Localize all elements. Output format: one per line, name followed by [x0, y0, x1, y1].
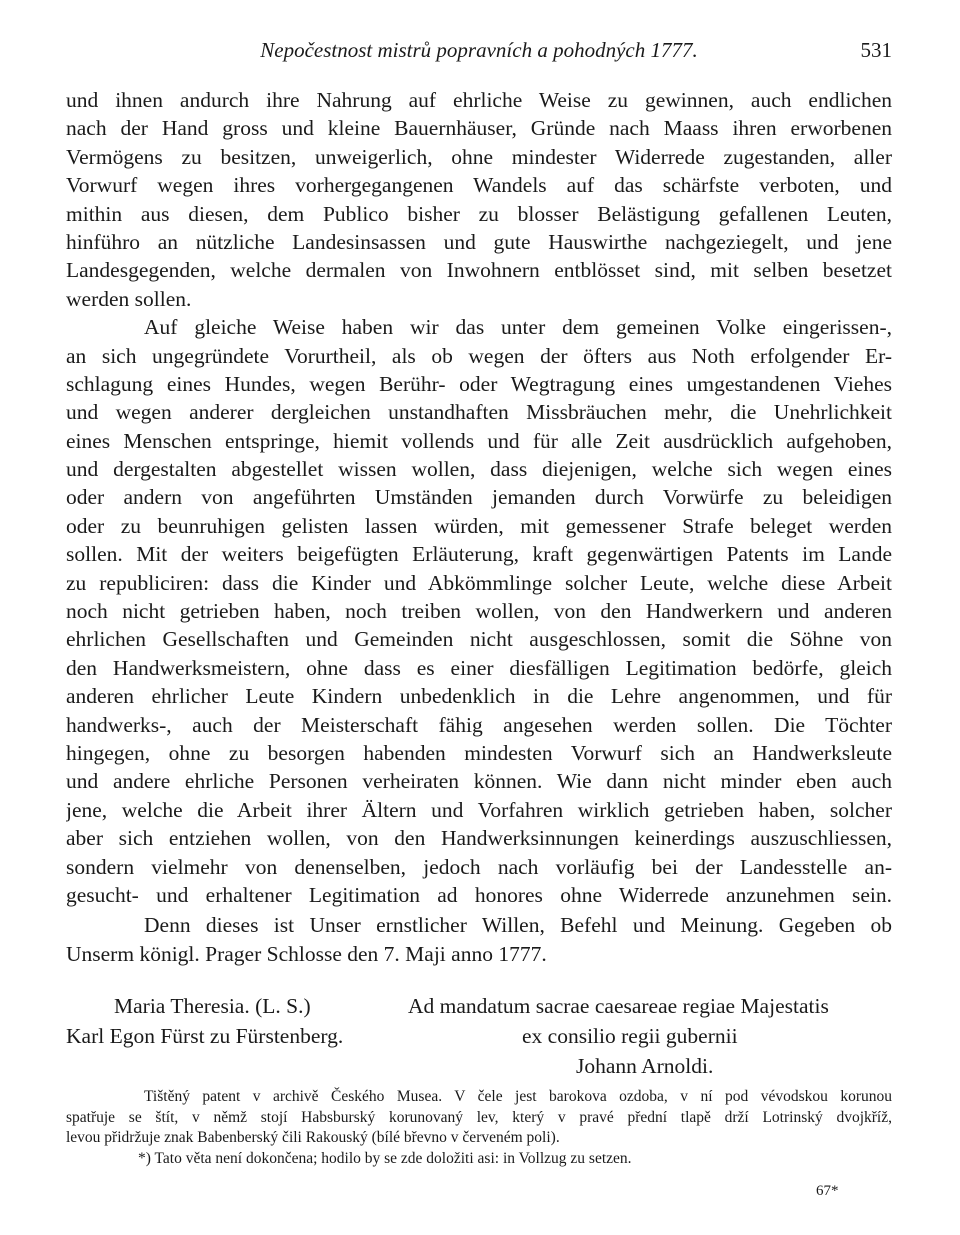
text-line: werden sollen.	[66, 286, 192, 311]
text-line: Unserm königl. Prager Schlosse den 7. Maji anno 1777.	[66, 941, 547, 966]
text-line: mithin aus diesen, dem Publico bisher zu blosser Belästigung gefallenen Leuten,	[66, 201, 892, 226]
signature-block	[66, 991, 892, 1081]
text-line: hinführo an nützliche Landesinsassen und gute Hauswirthe nachgeziegelt, und jene	[66, 229, 892, 254]
text-line: und wegen anderer dergleichen unstandhaften Missbräuchen mehr, die Unehrlichkeit	[66, 400, 892, 425]
text-line: ehrlichen Gesellschaften und Gemeinden nicht ausgeschlossen, somit die Söhne von	[66, 627, 892, 652]
text-line: Auf gleiche Weise haben wir das unter dem gemeinen Volke eingerissen-,	[144, 315, 892, 340]
text-line: und dergestalten abgestellet wissen wollen, dass diejenigen, welche sich wegen eines	[66, 457, 892, 482]
text-line: jene, welche die Arbeit ihrer Ältern und Vorfahren wirklich getrieben haben, solcher	[66, 797, 892, 822]
text-line: handwerks-, auch der Meisterschaft fähig angesehen werden sollen. Die Töchter	[66, 712, 892, 737]
note-line: Tištěný patent v archivě Českého Musea. V čele jest barokova ozdoba, v ní pod vévodskou korunou	[144, 1088, 892, 1105]
text-line: sollen. Mit der weiters beigefügten Erläuterung, kraft gegenwärtigen Patents im Lande	[66, 542, 892, 567]
text-line: sondern vielmehr von denenselben, jedoch nach vorläufig bei der Landesstelle an-	[66, 854, 892, 879]
text-line: hingegen, ohne zu besorgen habenden mindesten Vorwurf sich an Handwerksleute	[66, 740, 892, 765]
running-title: Nepočestnost mistrů popravních a pohodných 1777.	[260, 38, 698, 62]
note-line: spatřuje se štít, v němž stojí Habsburský korunovaný lev, který v pravé přední tlapě drží Lotrinský dvojkříž,	[66, 1108, 892, 1126]
editor-notes	[66, 1087, 892, 1169]
signature-arnoldi: Johann Arnoldi.	[576, 1054, 714, 1078]
text-line: nach der Hand gross und kleine Bauernhäuser, Gründe nach Maass ihren erworbenen	[66, 116, 892, 141]
note-line: levou přidržuje znak Babenberský čili Rakouský (bílé břevno v červeném poli).	[66, 1129, 560, 1146]
text-line: oder andern von angeführten Umständen jemanden durch Vorwürfe zu beleidigen	[66, 485, 892, 510]
text-line: Denn dieses ist Unser ernstlicher Willen, Befehl und Meinung. Gegeben ob	[144, 913, 892, 938]
text-line: zu republiciren: dass die Kinder und Abkömmlinge solcher Leute, welche diese Arbeit	[66, 570, 892, 595]
footnote: *) Tato věta není dokončena; hodilo by se zde doložiti asi: in Vollzug zu setzen.	[138, 1149, 632, 1167]
signature-mark: 67*	[816, 1183, 839, 1199]
text-line: und andere ehrliche Personen verheiraten können. Wie dann nicht minder eben auch	[66, 769, 892, 794]
signature-fuerstenberg: Karl Egon Fürst zu Fürstenberg.	[66, 1024, 344, 1048]
council-line: ex consilio regii gubernii	[522, 1024, 738, 1048]
text-line: schlagung eines Hundes, wegen Berühr- oder Wegtragung eines umgestandenen Viehes	[66, 371, 892, 396]
text-line: aber sich entziehen wollen, von den Handwerksinnungen keinerdings auszuschliessen,	[66, 826, 892, 851]
page-number: 531	[860, 38, 892, 62]
body-text	[66, 86, 892, 968]
text-line: oder zu beunruhigen gelisten lassen würden, mit gemessener Strafe beleget werden	[66, 513, 892, 538]
text-line: gesucht- und erhaltener Legitimation ad honores ohne Widerrede anzunehmen sein.	[66, 882, 892, 907]
text-line: Vorwurf wegen ihres vorhergegangenen Wandels auf das schärfste verboten, und	[66, 173, 892, 198]
signature-maria-theresia: Maria Theresia. (L. S.)	[114, 994, 311, 1018]
text-line: eines Menschen entspringe, hiemit vollends und für alle Zeit ausdrücklich aufgehoben,	[66, 428, 892, 453]
text-line: und ihnen andurch ihre Nahrung auf ehrliche Weise zu gewinnen, auch endlichen	[66, 88, 892, 112]
text-line: an sich ungegründete Vorurtheil, als ob wegen der öfters aus Noth erfolgender Er-	[66, 343, 892, 368]
page-header	[66, 36, 892, 66]
text-line: noch nicht getrieben haben, noch treiben wollen, von den Handwerkern und anderen	[66, 599, 892, 624]
text-line: Landesgegenden, welche dermalen von Inwohnern entblösset sind, mit selben besetzet	[66, 258, 892, 283]
text-line: anderen ehrlicher Leute Kindern unbedenklich in die Lehre angenommen, und für	[66, 684, 892, 709]
text-line: den Handwerksmeistern, ohne dass es einer diesfälligen Legitimation bedörfe, gleich	[66, 655, 892, 680]
mandate-line: Ad mandatum sacrae caesareae regiae Majestatis	[408, 994, 829, 1018]
text-line: Vermögens zu besitzen, unweigerlich, ohne mindester Widerrede zugestanden, aller	[66, 144, 892, 169]
